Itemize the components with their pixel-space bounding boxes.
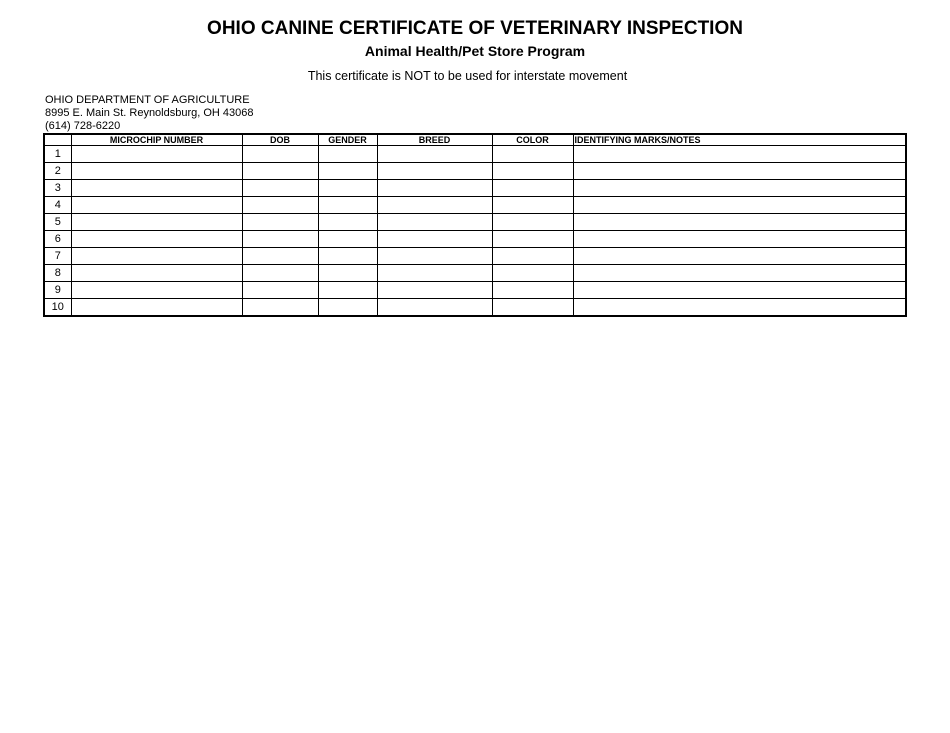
gender-cell[interactable]	[318, 282, 377, 299]
row-number: 1	[44, 146, 71, 163]
gender-cell[interactable]	[318, 214, 377, 231]
dob-cell[interactable]	[242, 231, 318, 248]
dob-cell[interactable]	[242, 282, 318, 299]
gender-cell[interactable]	[318, 146, 377, 163]
dob-cell[interactable]	[242, 197, 318, 214]
row-number: 5	[44, 214, 71, 231]
color-cell[interactable]	[492, 146, 573, 163]
microchip-number-cell[interactable]	[71, 231, 242, 248]
inspection-table	[43, 133, 907, 317]
color-cell[interactable]	[492, 231, 573, 248]
breed-cell[interactable]	[377, 282, 492, 299]
identifying-marks-cell[interactable]	[573, 265, 906, 282]
dob-cell[interactable]	[242, 163, 318, 180]
col-header-gender: GENDER	[318, 134, 377, 146]
agency-address: 8995 E. Main St. Reynoldsburg, OH 43068	[45, 107, 254, 119]
dob-cell[interactable]	[242, 146, 318, 163]
microchip-number-cell[interactable]	[71, 180, 242, 197]
microchip-number-cell[interactable]	[71, 265, 242, 282]
color-cell[interactable]	[492, 265, 573, 282]
row-number: 4	[44, 197, 71, 214]
gender-cell[interactable]	[318, 299, 377, 317]
table-row	[44, 197, 906, 214]
table-row	[44, 299, 906, 317]
identifying-marks-cell[interactable]	[573, 231, 906, 248]
color-cell[interactable]	[492, 214, 573, 231]
col-header-number	[44, 134, 71, 146]
breed-cell[interactable]	[377, 163, 492, 180]
color-cell[interactable]	[492, 282, 573, 299]
table-row	[44, 146, 906, 163]
table-row	[44, 265, 906, 282]
row-number: 8	[44, 265, 71, 282]
color-cell[interactable]	[492, 299, 573, 317]
row-number: 7	[44, 248, 71, 265]
breed-cell[interactable]	[377, 214, 492, 231]
gender-cell[interactable]	[318, 163, 377, 180]
breed-cell[interactable]	[377, 180, 492, 197]
gender-cell[interactable]	[318, 265, 377, 282]
col-header-color: COLOR	[492, 134, 573, 146]
gender-cell[interactable]	[318, 248, 377, 265]
agency-block	[45, 94, 254, 133]
row-number: 6	[44, 231, 71, 248]
identifying-marks-cell[interactable]	[573, 146, 906, 163]
color-cell[interactable]	[492, 197, 573, 214]
identifying-marks-cell[interactable]	[573, 180, 906, 197]
col-header-dob: DOB	[242, 134, 318, 146]
row-number: 10	[44, 299, 71, 317]
color-cell[interactable]	[492, 163, 573, 180]
identifying-marks-cell[interactable]	[573, 197, 906, 214]
breed-cell[interactable]	[377, 197, 492, 214]
table-row	[44, 282, 906, 299]
microchip-number-cell[interactable]	[71, 146, 242, 163]
breed-cell[interactable]	[377, 146, 492, 163]
table-row	[44, 248, 906, 265]
agency-name: OHIO DEPARTMENT OF AGRICULTURE	[45, 94, 250, 106]
table-body	[44, 146, 906, 317]
breed-cell[interactable]	[377, 231, 492, 248]
dob-cell[interactable]	[242, 180, 318, 197]
breed-cell[interactable]	[377, 299, 492, 317]
dob-cell[interactable]	[242, 214, 318, 231]
row-number: 2	[44, 163, 71, 180]
microchip-number-cell[interactable]	[71, 163, 242, 180]
col-header-breed: BREED	[377, 134, 492, 146]
gender-cell[interactable]	[318, 197, 377, 214]
microchip-number-cell[interactable]	[71, 282, 242, 299]
microchip-number-cell[interactable]	[71, 214, 242, 231]
breed-cell[interactable]	[377, 248, 492, 265]
identifying-marks-cell[interactable]	[573, 163, 906, 180]
program-subtitle: Animal Health/Pet Store Program	[364, 43, 586, 59]
col-header-identifying-marks-notes: IDENTIFYING MARKS/NOTES	[573, 134, 906, 146]
identifying-marks-cell[interactable]	[573, 214, 906, 231]
microchip-number-cell[interactable]	[71, 248, 242, 265]
color-cell[interactable]	[492, 248, 573, 265]
certificate-title: OHIO CANINE CERTIFICATE OF VETERINARY INSPECTION	[207, 18, 743, 39]
identifying-marks-cell[interactable]	[573, 248, 906, 265]
dob-cell[interactable]	[242, 299, 318, 317]
dob-cell[interactable]	[242, 265, 318, 282]
table-row	[44, 180, 906, 197]
color-cell[interactable]	[492, 180, 573, 197]
col-header-microchip-number: MICROCHIP NUMBER	[71, 134, 242, 146]
dob-cell[interactable]	[242, 248, 318, 265]
table-row	[44, 163, 906, 180]
table-row	[44, 231, 906, 248]
identifying-marks-cell[interactable]	[573, 282, 906, 299]
table-row	[44, 214, 906, 231]
microchip-number-cell[interactable]	[71, 197, 242, 214]
row-number: 9	[44, 282, 71, 299]
agency-phone: (614) 728-6220	[45, 120, 121, 132]
usage-notice: This certificate is NOT to be used for interstate movement	[307, 69, 628, 83]
gender-cell[interactable]	[318, 180, 377, 197]
table-header-row	[44, 134, 906, 146]
gender-cell[interactable]	[318, 231, 377, 248]
row-number: 3	[44, 180, 71, 197]
microchip-number-cell[interactable]	[71, 299, 242, 317]
breed-cell[interactable]	[377, 265, 492, 282]
identifying-marks-cell[interactable]	[573, 299, 906, 317]
